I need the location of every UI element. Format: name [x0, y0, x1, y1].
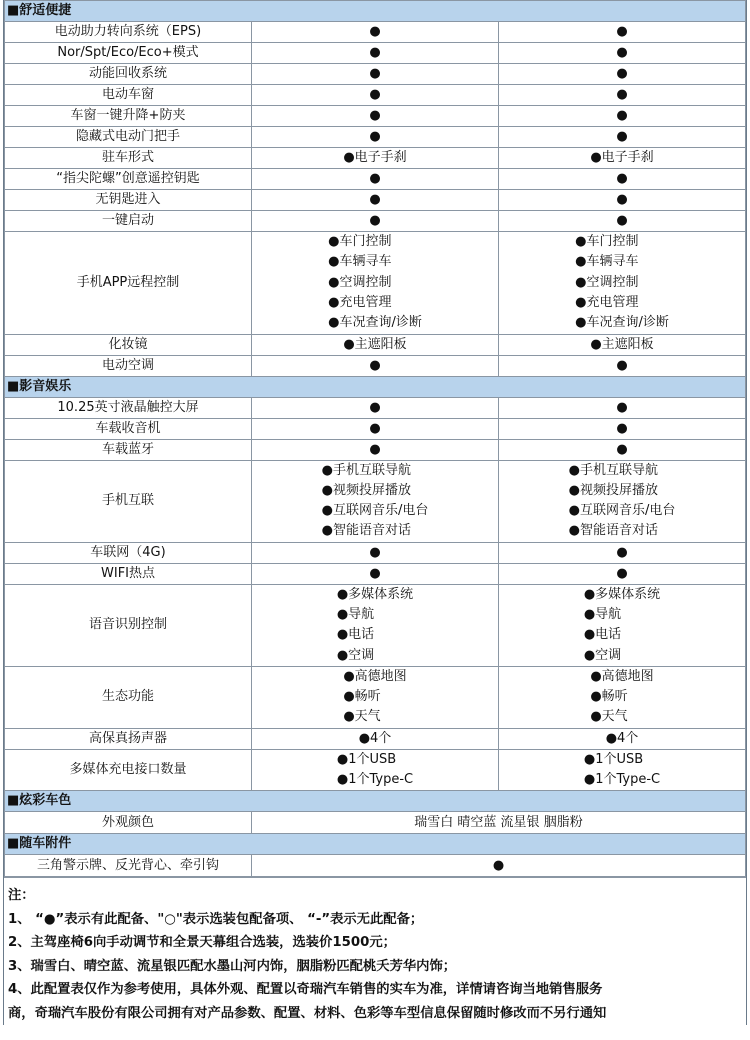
config-row [5, 563, 746, 584]
value-text: ● [616, 108, 628, 123]
value-line: ●高德地图 [590, 668, 654, 684]
feature-name: 车载收音机 [5, 418, 252, 439]
value-trim-1 [252, 563, 499, 584]
value-line: ●充电管理 [575, 294, 639, 310]
value-trim-2 [499, 666, 746, 728]
value-trim-2 [499, 22, 746, 43]
config-row [5, 169, 746, 190]
value-text: ● [369, 66, 381, 81]
value-trim-1 [252, 85, 499, 106]
value-trim-2 [499, 43, 746, 64]
value-trim-2 [499, 584, 746, 666]
value-line: ●天气 [590, 709, 628, 725]
section-title: ■炫彩车色 [5, 791, 746, 812]
value-text: ●电子手刹 [343, 150, 407, 165]
value-list [575, 232, 669, 333]
feature-name: 多媒体充电接口数量 [5, 749, 252, 791]
feature-name: 三角警示牌、反光背心、牵引钩 [5, 855, 252, 877]
feature-name: 10.25英寸液晶触控大屏 [5, 397, 252, 418]
value-line: ●手机互联导航 [568, 462, 658, 478]
value-text: ● [369, 441, 381, 457]
value-text: ● [369, 420, 381, 436]
value-line: ●1个USB [336, 751, 397, 767]
note-line-4: 4、此配置表仅作为参考使用，具体外观、配置以奇瑞汽车销售的实车为准，详情请咨询当地销售服务 [8, 982, 603, 998]
value-line: ●车门控制 [575, 234, 639, 249]
value-list [569, 461, 676, 542]
feature-name: 生态功能 [5, 666, 252, 728]
value-text: ● [616, 45, 628, 60]
feature-name: 车载蓝牙 [5, 439, 252, 460]
value-text: ● [369, 108, 381, 123]
value-line: ●空调控制 [328, 274, 392, 290]
notes-block [4, 877, 746, 1025]
value-line: ●手机互联导航 [321, 462, 411, 478]
config-row [5, 855, 746, 877]
feature-name: WIFI热点 [5, 563, 252, 584]
value-line: ●车况查询/诊断 [328, 315, 422, 331]
config-row [5, 397, 746, 418]
feature-name: 高保真扬声器 [5, 728, 252, 749]
value-text: ● [616, 171, 628, 186]
feature-name: 车联网（4G) [5, 542, 252, 563]
section-header [5, 376, 746, 397]
value-text: ●主遮阳板 [590, 336, 654, 352]
feature-name: 一键启动 [5, 211, 252, 232]
value-line: ●1个Type-C [583, 772, 661, 788]
value-trim-1 [252, 22, 499, 43]
value-line: ●车辆寻车 [575, 254, 639, 270]
value-text: ● [369, 357, 381, 373]
config-row [5, 812, 746, 834]
value-text: ● [616, 87, 628, 102]
value-list [337, 750, 413, 791]
config-row [5, 355, 746, 376]
value-text: ● [616, 565, 628, 581]
note-line-1: 1、 “●”表示有此配备、"○"表示选装包配备项、 “-”表示无此配备； [8, 911, 424, 927]
value-trim-1 [252, 190, 499, 211]
feature-name: 电动车窗 [5, 85, 252, 106]
value-line: ●1个Type-C [336, 772, 414, 788]
feature-name: 车窗一键升降+防夹 [5, 106, 252, 127]
color-values: 瑞雪白 晴空蓝 流星银 胭脂粉 [252, 812, 746, 834]
section-header [5, 834, 746, 855]
value-text: ● [369, 213, 381, 228]
value-trim-2 [499, 169, 746, 190]
value-list [584, 585, 660, 666]
config-row [5, 64, 746, 85]
feature-name: 语音识别控制 [5, 584, 252, 666]
config-row [5, 584, 746, 666]
value-text: ● [616, 24, 628, 39]
value-trim-2 [499, 64, 746, 85]
value-text: ● [369, 544, 381, 560]
value-list [343, 667, 406, 728]
note-line-2: 2、主驾座椅6向手动调节和全景天幕组合选装，选装价1500元； [8, 935, 396, 951]
feature-name: 化妆镜 [5, 334, 252, 355]
value-line: ●车况查询/诊断 [575, 315, 669, 331]
value-line: ●空调 [583, 647, 622, 663]
value-trim-1 [252, 106, 499, 127]
value-trim-2 [499, 85, 746, 106]
config-row [5, 127, 746, 148]
config-row [5, 106, 746, 127]
config-row [5, 542, 746, 563]
value-list [322, 461, 429, 542]
value-trim-2 [499, 190, 746, 211]
section-title: ■影音娱乐 [5, 376, 746, 397]
value-line: ●导航 [583, 606, 622, 622]
value-trim-1 [252, 418, 499, 439]
value-text: ● [616, 441, 628, 457]
feature-name: 动能回收系统 [5, 64, 252, 85]
value-trim-1 [252, 728, 499, 749]
value-line: ●车辆寻车 [328, 254, 392, 270]
section-header [5, 1, 746, 22]
value-text: ●4个 [605, 730, 639, 746]
config-row [5, 418, 746, 439]
value-line: ●空调 [336, 647, 375, 663]
value-text: ● [369, 192, 381, 207]
value-trim-2 [499, 106, 746, 127]
value-line: ●视频投屏播放 [568, 482, 658, 498]
feature-name: 电动助力转向系统（EPS) [5, 22, 252, 43]
config-row [5, 43, 746, 64]
value-trim-2 [499, 418, 746, 439]
value-list [590, 667, 653, 728]
value-text: ● [616, 192, 628, 207]
value-line: ●智能语音对话 [321, 523, 411, 539]
value-trim-1 [252, 148, 499, 169]
value-trim-1 [252, 749, 499, 791]
value-text: ● [616, 399, 628, 415]
config-row [5, 232, 746, 335]
notes-heading: 注： [8, 888, 35, 904]
value-text: ● [369, 24, 381, 39]
value-trim-2 [499, 127, 746, 148]
note-line-5: 商，奇瑞汽车股份有限公司拥有对产品参数、配置、材料、色彩等车型信息保留随时修改而不另行通知 [8, 1005, 607, 1021]
feature-name: 无钥匙进入 [5, 190, 252, 211]
accessory-value: ● [252, 855, 746, 877]
config-row [5, 728, 746, 749]
value-line: ●高德地图 [343, 668, 407, 684]
feature-name: Nor/Spt/Eco/Eco+模式 [5, 43, 252, 64]
value-trim-1 [252, 211, 499, 232]
value-trim-2 [499, 542, 746, 563]
value-text: ● [616, 357, 628, 373]
config-table-body [5, 1, 746, 877]
section-title: ■随车附件 [5, 834, 746, 855]
value-trim-1 [252, 460, 499, 542]
value-trim-2 [499, 397, 746, 418]
value-trim-1 [252, 439, 499, 460]
value-line: ●智能语音对话 [568, 523, 658, 539]
config-row [5, 190, 746, 211]
value-line: ●导航 [336, 606, 375, 622]
value-text: ●4个 [358, 730, 392, 746]
value-trim-2 [499, 563, 746, 584]
config-row [5, 22, 746, 43]
config-row [5, 749, 746, 791]
feature-name: “指尖陀螺”创意遥控钥匙 [5, 169, 252, 190]
section-title: ■舒适便捷 [5, 1, 746, 22]
value-text: ● [369, 45, 381, 60]
value-line: ●车门控制 [328, 234, 392, 249]
value-trim-2 [499, 211, 746, 232]
value-trim-1 [252, 542, 499, 563]
value-line: ●天气 [343, 709, 381, 725]
value-text: ●主遮阳板 [343, 336, 407, 352]
value-text: ● [369, 129, 381, 144]
value-text: ●电子手刹 [590, 150, 654, 165]
value-trim-2 [499, 460, 746, 542]
value-trim-1 [252, 584, 499, 666]
config-sheet [3, 0, 747, 1025]
value-text: ● [369, 399, 381, 415]
value-trim-2 [499, 232, 746, 335]
value-text: ● [616, 66, 628, 81]
value-list [584, 750, 660, 791]
config-row [5, 148, 746, 169]
value-text: ● [616, 213, 628, 228]
config-row [5, 85, 746, 106]
value-trim-1 [252, 666, 499, 728]
value-text: ● [369, 171, 381, 186]
value-line: ●多媒体系统 [336, 586, 414, 602]
value-trim-2 [499, 334, 746, 355]
value-text: ● [616, 420, 628, 436]
value-line: ●充电管理 [328, 294, 392, 310]
value-trim-2 [499, 148, 746, 169]
value-trim-1 [252, 355, 499, 376]
feature-name: 外观颜色 [5, 812, 252, 834]
value-trim-1 [252, 43, 499, 64]
value-text: ● [369, 87, 381, 102]
feature-name: 隐藏式电动门把手 [5, 127, 252, 148]
feature-name: 手机互联 [5, 460, 252, 542]
value-line: ●互联网音乐/电台 [321, 503, 429, 519]
config-row [5, 460, 746, 542]
value-trim-2 [499, 749, 746, 791]
value-line: ●1个USB [583, 751, 644, 767]
value-line: ●畅听 [590, 689, 628, 705]
value-line: ●视频投屏播放 [321, 482, 411, 498]
feature-name: 手机APP远程控制 [5, 232, 252, 335]
value-trim-1 [252, 232, 499, 335]
value-line: ●畅听 [343, 689, 381, 705]
config-row [5, 211, 746, 232]
note-line-3: 3、瑞雪白、晴空蓝、流星银匹配水墨山河内饰，胭脂粉匹配桃夭芳华内饰； [8, 958, 457, 974]
section-header [5, 791, 746, 812]
value-line: ●电话 [583, 627, 622, 643]
value-line: ●多媒体系统 [583, 586, 661, 602]
value-list [337, 585, 413, 666]
config-table [4, 0, 746, 877]
value-line: ●空调控制 [575, 274, 639, 290]
value-trim-2 [499, 728, 746, 749]
value-text: ● [616, 544, 628, 560]
value-list [328, 232, 422, 333]
value-trim-2 [499, 355, 746, 376]
value-trim-1 [252, 397, 499, 418]
value-text: ● [369, 565, 381, 581]
config-row [5, 439, 746, 460]
value-line: ●电话 [336, 627, 375, 643]
feature-name: 驻车形式 [5, 148, 252, 169]
value-trim-1 [252, 127, 499, 148]
value-trim-2 [499, 439, 746, 460]
value-trim-1 [252, 64, 499, 85]
value-trim-1 [252, 169, 499, 190]
config-row [5, 334, 746, 355]
value-trim-1 [252, 334, 499, 355]
value-line: ●互联网音乐/电台 [568, 503, 676, 519]
feature-name: 电动空调 [5, 355, 252, 376]
config-row [5, 666, 746, 728]
value-text: ● [616, 129, 628, 144]
